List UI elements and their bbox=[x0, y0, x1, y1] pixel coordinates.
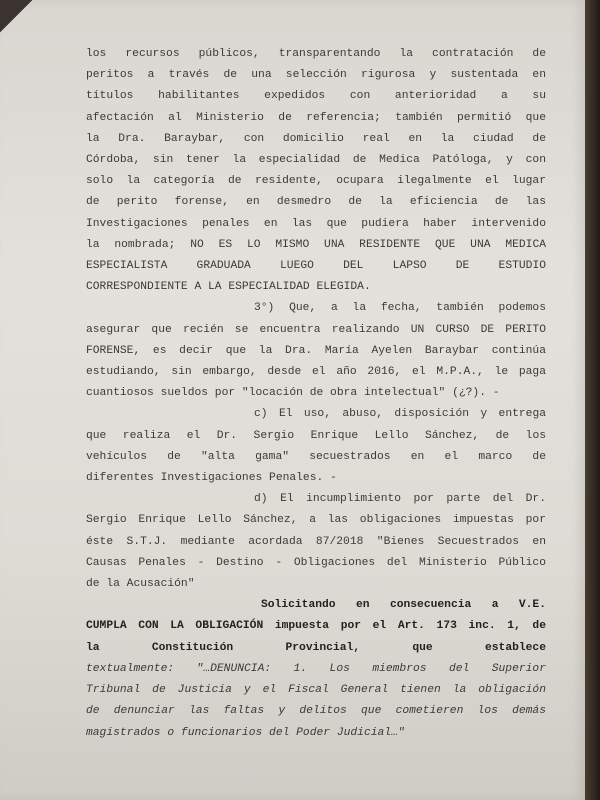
text-line: estudiando, sin embargo, desde el año 2016, el M.P.A., le paga bbox=[86, 366, 546, 379]
text-line: títulos habilitantes expedidos con anterioridad a su bbox=[86, 90, 546, 103]
text-line: textualmente: "…DENUNCIA: 1. Los miembros del Superior bbox=[86, 662, 546, 675]
text-line: cuantiosos sueldos por "locación de obra intelectual" (¿?). - bbox=[86, 387, 500, 400]
text-line: la nombrada; NO ES LO MISMO UNA RESIDENTE QUE UNA MEDICA bbox=[86, 238, 546, 251]
text-line: asegurar que recién se encuentra realizando UN CURSO DE PERITO bbox=[86, 323, 546, 336]
text-line: peritos a través de una selección rigurosa y sustentada en bbox=[86, 69, 546, 82]
document-body bbox=[86, 44, 546, 744]
text-line: 3°) Que, a la fecha, también podemos bbox=[254, 302, 546, 315]
text-line: la Constitución Provincial, que establece bbox=[86, 641, 546, 654]
text-line: afectación al Ministerio de referencia; también permitió que bbox=[86, 111, 546, 124]
text-line: que realiza el Dr. Sergio Enrique Lello Sánchez, de los bbox=[86, 429, 546, 442]
text-line: FORENSE, es decir que la Dra. María Ayelen Baraybar continúa bbox=[86, 344, 546, 357]
page-corner-shadow bbox=[0, 0, 40, 40]
background-edge bbox=[585, 0, 600, 800]
text-line: los recursos públicos, transparentando la contratación de bbox=[86, 48, 546, 60]
text-line: d) El incumplimiento por parte del Dr. bbox=[254, 493, 546, 506]
text-line: de perito forense, en desmedro de la eficiencia de las bbox=[86, 196, 546, 209]
text-line: Solicitando en consecuencia a V.E. bbox=[261, 599, 546, 612]
text-line: vehículos de "alta gama" secuestrados en el marco de bbox=[86, 450, 546, 463]
text-line: Investigaciones penales en las que pudiera haber intervenido bbox=[86, 217, 546, 230]
text-line: la Dra. Baraybar, con domicilio real en la ciudad de bbox=[86, 132, 546, 145]
text-line: Córdoba, sin tener la especialidad de Medica Patóloga, y con bbox=[86, 154, 546, 167]
text-line: Tribunal de Justicia y el Fiscal General tienen la obligación bbox=[86, 684, 546, 697]
text-line: CORRESPONDIENTE A LA ESPECIALIDAD ELEGIDA. bbox=[86, 281, 371, 294]
text-line: magistrados o funcionarios del Poder Judicial…" bbox=[86, 726, 405, 739]
text-line: c) El uso, abuso, disposición y entrega bbox=[254, 408, 546, 421]
text-line: de denunciar las faltas y delitos que cometieren los demás bbox=[86, 705, 546, 718]
text-line: CUMPLA CON LA OBLIGACIÓN impuesta por el Art. 173 inc. 1, de bbox=[86, 620, 546, 633]
text-line: Causas Penales - Destino - Obligaciones del Ministerio Público bbox=[86, 556, 546, 569]
text-line: de la Acusación" bbox=[86, 578, 195, 591]
text-line: diferentes Investigaciones Penales. - bbox=[86, 472, 337, 485]
text-line: ESPECIALISTA GRADUADA LUEGO DEL LAPSO DE ESTUDIO bbox=[86, 260, 546, 273]
text-line: solo la categoría de residente, ocupara ilegalmente el lugar bbox=[86, 175, 546, 188]
text-line: éste S.T.J. mediante acordada 87/2018 "Bienes Secuestrados en bbox=[86, 535, 546, 548]
text-line: Sergio Enrique Lello Sánchez, a las obligaciones impuestas por bbox=[86, 514, 546, 527]
